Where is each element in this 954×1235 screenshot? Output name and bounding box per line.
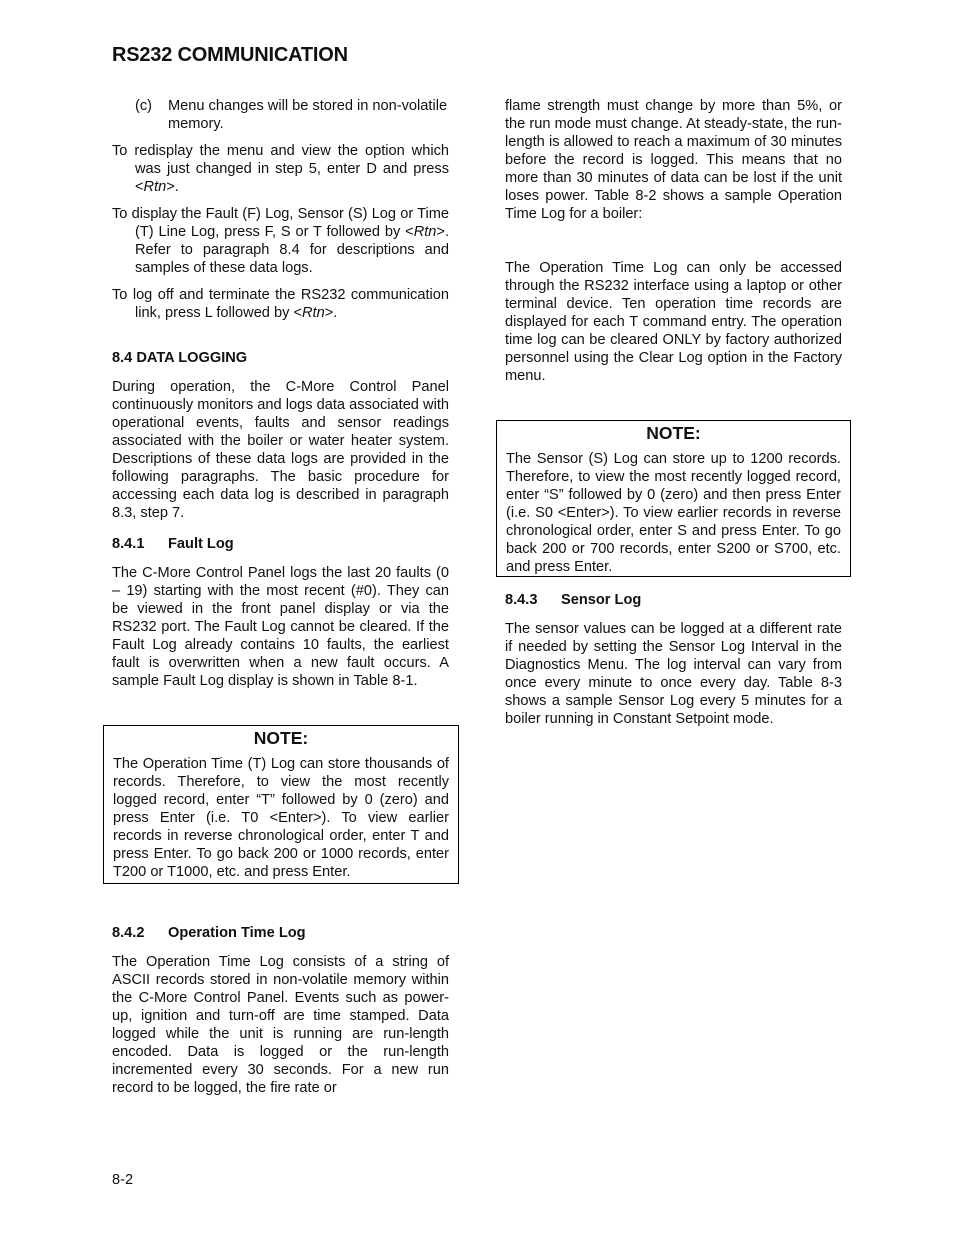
- note-box-sensor-log: [496, 420, 851, 577]
- section-number: 8.4.2: [112, 925, 145, 941]
- fault-log-paragraph: The C-More Control Panel logs the last 20 faults (0 – 19) starting with the most recent (#0). They can be viewed in the front panel display or via the RS232 port. The Fault Log cannot be cleared. If the Fault Log already contains 10 faults, the earliest fault is overwritten when a new fault occurs. A sample Fault Log display is shown in Table 8-1.: [112, 565, 449, 689]
- display-logs-paragraph: To display the Fault (F) Log, Sensor (S) Log or Time (T) Line Log, press F, S or T followed by <Rtn>. Refer to paragraph 8.4 for descriptions and samples of these data logs.: [112, 206, 449, 276]
- page-number: 8-2: [112, 1172, 134, 1188]
- section-number: 8.4.1: [112, 536, 145, 552]
- section-heading-8-4: 8.4 DATA LOGGING: [112, 350, 248, 366]
- note-text: The Sensor (S) Log can store up to 1200 records. Therefore, to view the most recently logged record, enter “S” followed by 0 (zero) and then press Enter (i.e. S0 <Enter>). To view earlier records in reverse chronological order, enter S and press Enter. To go back 200 or 700 records, enter S200 or S700, etc. and press Enter.: [506, 451, 841, 575]
- section-title: Sensor Log: [561, 592, 642, 608]
- right-column: [505, 97, 842, 728]
- note-title: NOTE:: [253, 728, 309, 748]
- note-box-time-log: [103, 725, 459, 884]
- list-item-c: [112, 97, 449, 133]
- logoff-paragraph: To log off and terminate the RS232 communication link, press L followed by <Rtn>.: [112, 287, 449, 321]
- page-title: RS232 COMMUNICATION: [112, 44, 348, 66]
- section-heading-8-4-3: [505, 591, 842, 609]
- data-logging-paragraph: During operation, the C-More Control Panel continuously monitors and logs data associated with operational events, faults and sensor readings associated with the boiler or water heater system. Descriptions of these data logs are provided in the following paragraphs. The basic procedure for accessing each data log is described in paragraph 8.3, step 7.: [112, 379, 449, 521]
- section-title: Fault Log: [168, 536, 234, 552]
- sensor-log-paragraph: The sensor values can be logged at a different rate if needed by setting the Sensor Log Interval in the Diagnostics Menu. The log interval can vary from once every minute to once every day. Table 8-3 shows a sample Sensor Log every 5 minutes for a boiler running in Constant Setpoint mode.: [505, 621, 842, 727]
- list-marker: (c): [135, 98, 153, 114]
- section-heading-8-4-2: [112, 924, 449, 942]
- note-text: The Operation Time (T) Log can store thousands of records. Therefore, to view the most recently logged record, enter “T” followed by 0 (zero) and press Enter (i.e. T0 <Enter>). To view earlier records in reverse chronological order, enter T and press Enter. To go back 200 or 1000 records, enter T200 or T1000, etc. and press Enter.: [113, 756, 449, 880]
- operation-time-log-paragraph: The Operation Time Log consists of a string of ASCII records stored in non-volatile memory within the C-More Control Panel. Events such as power-up, ignition and turn-off are time stamped. Data logged while the unit is running are run-length encoded. Data is logged or the run-length incremented every 30 seconds. For a new run record to be logged, the fire rate or: [112, 954, 449, 1096]
- operation-time-log-continued: flame strength must change by more than 5%, or the run mode must change. At steady-state, the run-length is allowed to reach a maximum of 30 minutes before the record is logged. This means that no more than 30 minutes of data can be lost if the unit loses power. Table 8-2 shows a sample Operation Time Log for a boiler:: [505, 98, 842, 222]
- section-heading-8-4-1: [112, 535, 449, 553]
- section-title: Operation Time Log: [168, 925, 306, 941]
- section-number: 8.4.3: [505, 592, 538, 608]
- left-column: [112, 97, 449, 1097]
- note-title: NOTE:: [646, 423, 701, 443]
- list-item-text: Menu changes will be stored in non-volatile memory.: [168, 98, 448, 132]
- access-paragraph: The Operation Time Log can only be accessed through the RS232 interface using a laptop or other terminal device. Ten operation time records are displayed for each T command entry. The operation time log can be cleared ONLY by factory authorized personnel using the Clear Log option in the Factory menu.: [505, 260, 842, 384]
- redisplay-paragraph: To redisplay the menu and view the option which was just changed in step 5, enter D and press <Rtn>.: [112, 143, 449, 195]
